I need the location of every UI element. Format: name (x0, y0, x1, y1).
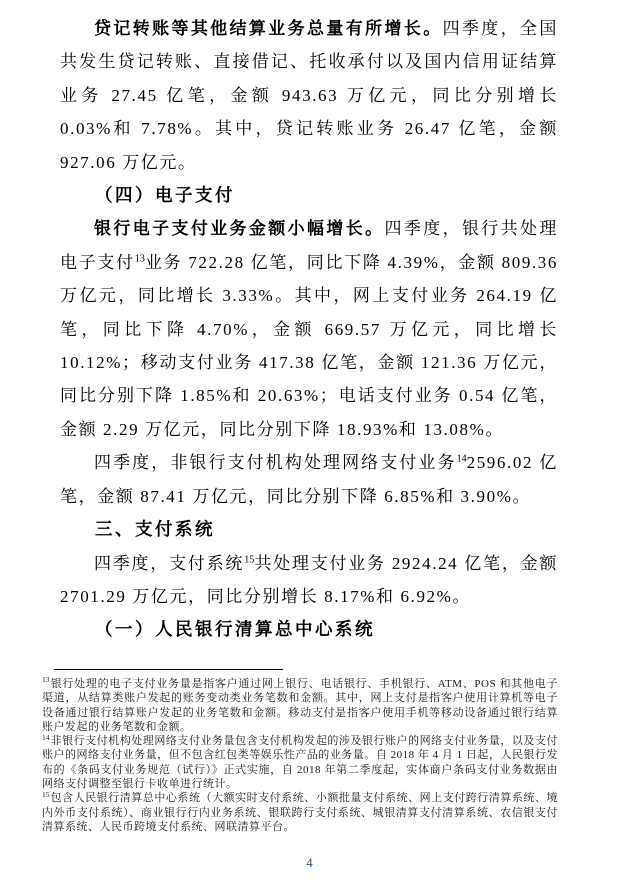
page-number: 4 (306, 856, 313, 870)
footnote-ref-14: 14 (456, 453, 467, 465)
paragraph-text: 2596.02 亿笔，金额 87.41 万亿元，同比分别下降 6.85%和 3.90%。 (60, 453, 558, 506)
paragraph-text: 共处理支付业务 2924.24 亿笔，金额 2701.29 万亿元，同比分别增长 8.17%和 6.92%。 (60, 553, 558, 606)
footnote-marker-15: 15 (42, 789, 50, 799)
footnote-text: 非银行支付机构处理网络支付业务量包含支付机构发起的涉及银行账户的网络支付业务量，以及支付账户的网络支付业务量，但不包含红包类等娱乐性产品的业务量。自 2018 年 4 月 1 日起，人民银行发布的《条码支付业务规范（试行）》正式实施，自 2018 年第二季度起，实体商户条码支付业务数据由网络支付调整至银行卡收单进行统计。 (42, 735, 558, 791)
document-body (60, 12, 558, 647)
paragraph-nonbank-network-payment (60, 446, 558, 513)
paragraph-text: 四季度，非银行支付机构处理网络支付业务 (94, 453, 457, 473)
heading-section-1-pbc-clearing-center: （一）人民银行清算总中心系统 (95, 619, 375, 640)
paragraph-text: 四季度，全国共发生贷记转账、直接借记、托收承付以及国内信用证结算业务 27.45 亿笔，金额 943.63 万亿元，同比分别增长 0.03%和 7.78%。其中，贷记转账业务 26.47 亿笔，金额 927.06 万亿元。 (60, 19, 558, 172)
footnote-section (42, 669, 558, 834)
heading-section-4-electronic-payment: （四）电子支付 (95, 185, 235, 206)
heading-section-3-payment-systems: 三、支付系统 (95, 519, 215, 540)
footnote-ref-15: 15 (244, 553, 255, 565)
paragraph-text: 四季度，银行共处理电子支付 (60, 219, 559, 272)
footnote-13 (42, 677, 558, 734)
footnote-marker-14: 14 (42, 732, 50, 742)
footnote-separator-rule (54, 669, 283, 670)
footnote-ref-13: 13 (134, 253, 145, 265)
footnote-text: 包含人民银行清算总中心系统（大额实时支付系统、小额批量支付系统、网上支付跨行清算系统、境内外币支付系统）、商业银行行内业务系统、银联跨行支付系统、城银清算支付清算系统、农信银支付清算系统、人民币跨境支付系统、网联清算平台。 (42, 792, 558, 833)
paragraph-credit-transfer (60, 12, 558, 179)
footnote-14 (42, 734, 558, 791)
paragraph-payment-systems (60, 547, 558, 614)
footnote-marker-13: 13 (42, 675, 50, 685)
footnote-15 (42, 791, 558, 834)
paragraph-lead-bold: 贷记转账等其他结算业务总量有所增长。 (94, 19, 443, 38)
paragraph-text: 业务 722.28 亿笔，同比下降 4.39%，金额 809.36 万亿元，同比增长 3.33%。其中，网上支付业务 264.19 亿笔，同比下降 4.70%，金额 669.57 万亿元，同比增长 10.12%；移动支付业务 417.38 亿笔，金额 121.36 万亿元，同比分别下降 1.85%和 20.63%；电话支付业务 0.54 亿笔，金额 2.29 万亿元，同比分别下降 18.93%和 13.08%。 (60, 252, 558, 439)
paragraph-text: 四季度，支付系统 (94, 553, 245, 573)
paragraph-electronic-payment (60, 212, 558, 446)
paragraph-lead-bold: 银行电子支付业务金额小幅增长。 (94, 219, 385, 239)
footnote-text: 银行处理的电子支付业务量是指客户通过网上银行、电话银行、手机银行、ATM、POS 和其他电子渠道，从结算类账户发起的账务变动类业务笔数和金额。其中，网上支付是指客户使用计算机等电子设备通过银行结算账户发起的业务笔数和金额。移动支付是指客户使用手机等移动设备通过银行结算账户发起的业务笔数和金额。 (42, 678, 558, 733)
